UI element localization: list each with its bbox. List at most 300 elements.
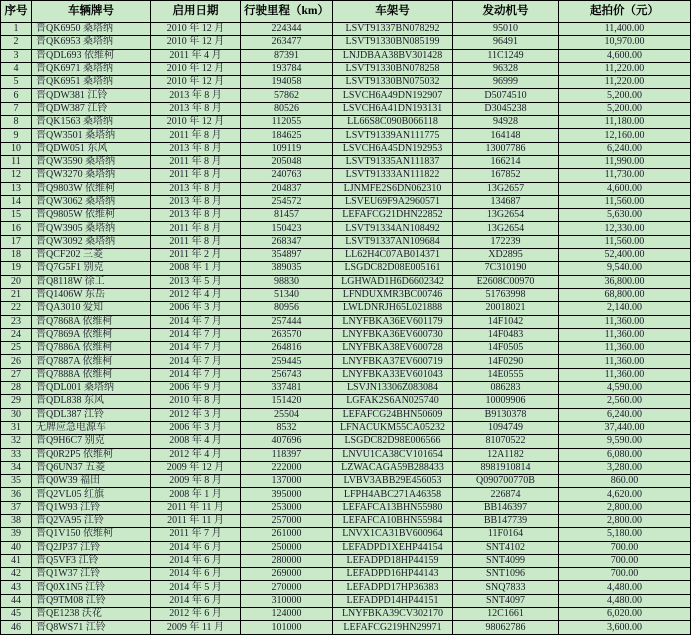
mileage-cell: 269000 <box>241 568 333 581</box>
starting-price-cell: 700.00 <box>559 568 691 581</box>
engine-number-cell: 95010 <box>453 23 559 36</box>
starting-price-cell: 4,480.00 <box>559 595 691 608</box>
start-date-cell: 2008 年 1 月 <box>151 262 241 275</box>
header-engine-number: 发动机号 <box>453 1 559 23</box>
start-date-cell: 2012 年 4 月 <box>151 449 241 462</box>
serial-cell: 33 <box>1 449 32 462</box>
plate-cell: 晋QW3590 桑塔纳 <box>32 156 151 169</box>
serial-cell: 6 <box>1 89 32 102</box>
plate-cell: 晋QDW387 江铃 <box>32 103 151 116</box>
plate-cell: 晋QE1238 沃花 <box>32 608 151 621</box>
serial-cell: 28 <box>1 382 32 395</box>
plate-cell: 晋QDL838 东风 <box>32 395 151 408</box>
engine-number-cell: 086283 <box>453 382 559 395</box>
serial-cell: 29 <box>1 395 32 408</box>
mileage-cell: 101000 <box>241 621 333 634</box>
starting-price-cell: 11,560.00 <box>559 196 691 209</box>
engine-number-cell: 167852 <box>453 169 559 182</box>
mileage-cell: 310000 <box>241 595 333 608</box>
engine-number-cell: E2608C00970 <box>453 276 559 289</box>
engine-number-cell: XD2895 <box>453 249 559 262</box>
vin-cell: LEFADPD18HP44159 <box>333 555 453 568</box>
plate-cell: 晋QK6953 桑塔纳 <box>32 36 151 49</box>
vin-cell: LSGDC82D98E006566 <box>333 435 453 448</box>
vin-cell: LSVT91330BN078258 <box>333 63 453 76</box>
start-date-cell: 2010 年 12 月 <box>151 36 241 49</box>
mileage-cell: 224344 <box>241 23 333 36</box>
starting-price-cell: 68,800.00 <box>559 289 691 302</box>
mileage-cell: 194058 <box>241 76 333 89</box>
engine-number-cell: 11C1249 <box>453 50 559 63</box>
engine-number-cell: SNT1096 <box>453 568 559 581</box>
plate-cell: 晋QK6951 桑塔纳 <box>32 76 151 89</box>
serial-cell: 22 <box>1 302 32 315</box>
plate-cell: 晋Q1V150 依维柯 <box>32 528 151 541</box>
engine-number-cell: 7C310190 <box>453 262 559 275</box>
vin-cell: LZWACAGA59B288433 <box>333 462 453 475</box>
vin-cell: LNVX1CA31BV600964 <box>333 528 453 541</box>
engine-number-cell: 13G2657 <box>453 183 559 196</box>
starting-price-cell: 10,970.00 <box>559 36 691 49</box>
vin-cell: LSVCH6A49DN192907 <box>333 89 453 102</box>
mileage-cell: 57862 <box>241 89 333 102</box>
mileage-cell: 204837 <box>241 183 333 196</box>
start-date-cell: 2008 年 1 月 <box>151 488 241 501</box>
starting-price-cell: 9,540.00 <box>559 262 691 275</box>
engine-number-cell: 13G2654 <box>453 222 559 235</box>
serial-cell: 38 <box>1 515 32 528</box>
engine-number-cell: 98062786 <box>453 621 559 634</box>
start-date-cell: 2014 年 6 月 <box>151 595 241 608</box>
plate-cell: 晋QDW051 东风 <box>32 143 151 156</box>
serial-cell: 13 <box>1 183 32 196</box>
mileage-cell: 259445 <box>241 355 333 368</box>
mileage-cell: 98830 <box>241 276 333 289</box>
plate-cell: 晋Q7868A 依维柯 <box>32 316 151 329</box>
engine-number-cell: 172239 <box>453 236 559 249</box>
serial-cell: 37 <box>1 502 32 515</box>
starting-price-cell: 3,600.00 <box>559 621 691 634</box>
starting-price-cell: 12,330.00 <box>559 222 691 235</box>
engine-number-cell: 10009906 <box>453 395 559 408</box>
start-date-cell: 2014 年 6 月 <box>151 555 241 568</box>
engine-number-cell: SNQ7833 <box>453 581 559 594</box>
serial-cell: 18 <box>1 249 32 262</box>
serial-cell: 4 <box>1 63 32 76</box>
serial-cell: 43 <box>1 581 32 594</box>
vin-cell: LWLDNRJH65L021888 <box>333 302 453 315</box>
starting-price-cell: 4,620.00 <box>559 488 691 501</box>
mileage-cell: 268347 <box>241 236 333 249</box>
vin-cell: LNJDBAA38BV301428 <box>333 50 453 63</box>
start-date-cell: 2011 年 8 月 <box>151 156 241 169</box>
start-date-cell: 2011 年 8 月 <box>151 169 241 182</box>
start-date-cell: 2012 年 3 月 <box>151 409 241 422</box>
engine-number-cell: SNT4099 <box>453 555 559 568</box>
plate-cell: 晋Q9TM08 江铃 <box>32 595 151 608</box>
engine-number-cell: 14E0555 <box>453 369 559 382</box>
mileage-cell: 81457 <box>241 209 333 222</box>
starting-price-cell: 11,220.00 <box>559 63 691 76</box>
start-date-cell: 2006 年 3 月 <box>151 302 241 315</box>
engine-number-cell: 14F0505 <box>453 342 559 355</box>
vin-cell: LVBV3ABB29E456053 <box>333 475 453 488</box>
starting-price-cell: 5,200.00 <box>559 89 691 102</box>
mileage-cell: 109119 <box>241 143 333 156</box>
start-date-cell: 2010 年 12 月 <box>151 63 241 76</box>
starting-price-cell: 9,590.00 <box>559 435 691 448</box>
start-date-cell: 2013 年 8 月 <box>151 103 241 116</box>
starting-price-cell: 11,220.00 <box>559 76 691 89</box>
starting-price-cell: 6,240.00 <box>559 143 691 156</box>
plate-cell: 晋QA3010 爱知 <box>32 302 151 315</box>
mileage-cell: 261000 <box>241 528 333 541</box>
mileage-cell: 253000 <box>241 502 333 515</box>
engine-number-cell: 13007786 <box>453 143 559 156</box>
vin-cell: LFNACUKM55CA05232 <box>333 422 453 435</box>
engine-number-cell: D5074510 <box>453 89 559 102</box>
engine-number-cell: 81070522 <box>453 435 559 448</box>
starting-price-cell: 11,990.00 <box>559 156 691 169</box>
plate-cell: 晋QDL001 桑塔纳 <box>32 382 151 395</box>
serial-cell: 45 <box>1 608 32 621</box>
start-date-cell: 2013 年 5 月 <box>151 276 241 289</box>
mileage-cell: 80956 <box>241 302 333 315</box>
starting-price-cell: 11,180.00 <box>559 116 691 129</box>
plate-cell: 晋Q7G5F1 别克 <box>32 262 151 275</box>
engine-number-cell: 12A1182 <box>453 449 559 462</box>
start-date-cell: 2014 年 7 月 <box>151 369 241 382</box>
mileage-cell: 80526 <box>241 103 333 116</box>
plate-cell: 晋QK1563 桑塔纳 <box>32 116 151 129</box>
serial-cell: 5 <box>1 76 32 89</box>
serial-cell: 31 <box>1 422 32 435</box>
plate-cell: 晋Q0R2P5 依维柯 <box>32 449 151 462</box>
starting-price-cell: 5,630.00 <box>559 209 691 222</box>
engine-number-cell: SNT4097 <box>453 595 559 608</box>
mileage-cell: 118397 <box>241 449 333 462</box>
vin-cell: LSVT91330BN075032 <box>333 76 453 89</box>
plate-cell: 晋Q5VF3 江铃 <box>32 555 151 568</box>
serial-cell: 26 <box>1 355 32 368</box>
start-date-cell: 2011 年 4 月 <box>151 50 241 63</box>
plate-cell: 晋Q2VA95 江铃 <box>32 515 151 528</box>
plate-cell: 晋Q7886A 依维柯 <box>32 342 151 355</box>
mileage-cell: 389035 <box>241 262 333 275</box>
start-date-cell: 2012 年 6 月 <box>151 608 241 621</box>
plate-cell: 晋QK6950 桑塔纳 <box>32 23 151 36</box>
starting-price-cell: 11,360.00 <box>559 355 691 368</box>
vin-cell: LSVJN13306Z083084 <box>333 382 453 395</box>
mileage-cell: 184625 <box>241 129 333 142</box>
vin-cell: LSVT91330BN085199 <box>333 36 453 49</box>
vin-cell: LNYFBKA38EV600728 <box>333 342 453 355</box>
serial-cell: 25 <box>1 342 32 355</box>
start-date-cell: 2008 年 4 月 <box>151 435 241 448</box>
starting-price-cell: 700.00 <box>559 542 691 555</box>
serial-cell: 15 <box>1 209 32 222</box>
plate-cell: 晋Q1W93 江铃 <box>32 502 151 515</box>
mileage-cell: 193784 <box>241 63 333 76</box>
plate-cell: 晋QDL387 江铃 <box>32 409 151 422</box>
starting-price-cell: 11,400.00 <box>559 23 691 36</box>
plate-cell: 晋Q9H6C7 别克 <box>32 435 151 448</box>
mileage-cell: 256743 <box>241 369 333 382</box>
mileage-cell: 264816 <box>241 342 333 355</box>
mileage-cell: 270000 <box>241 581 333 594</box>
engine-number-cell: 8981910814 <box>453 462 559 475</box>
serial-cell: 9 <box>1 129 32 142</box>
plate-cell: 晋Q7887A 依维柯 <box>32 355 151 368</box>
start-date-cell: 2010 年 12 月 <box>151 23 241 36</box>
starting-price-cell: 860.00 <box>559 475 691 488</box>
start-date-cell: 2014 年 7 月 <box>151 329 241 342</box>
engine-number-cell: 226874 <box>453 488 559 501</box>
vin-cell: LFNDUXMR3BC00746 <box>333 289 453 302</box>
plate-cell: 晋Q1W37 江铃 <box>32 568 151 581</box>
plate-cell: 晋QDL693 依维柯 <box>32 50 151 63</box>
serial-cell: 20 <box>1 276 32 289</box>
starting-price-cell: 11,360.00 <box>559 342 691 355</box>
starting-price-cell: 4,600.00 <box>559 183 691 196</box>
start-date-cell: 2009 年 11 月 <box>151 621 241 634</box>
plate-cell: 晋Q9803W 依维柯 <box>32 183 151 196</box>
vin-cell: LNVU1CA38CV101654 <box>333 449 453 462</box>
mileage-cell: 137000 <box>241 475 333 488</box>
serial-cell: 46 <box>1 621 32 634</box>
plate-cell: 晋Q2VL05 红旗 <box>32 488 151 501</box>
serial-cell: 27 <box>1 369 32 382</box>
mileage-cell: 257444 <box>241 316 333 329</box>
serial-cell: 34 <box>1 462 32 475</box>
starting-price-cell: 11,360.00 <box>559 316 691 329</box>
start-date-cell: 2013 年 8 月 <box>151 209 241 222</box>
vin-cell: LSVT91339AN111775 <box>333 129 453 142</box>
header-starting-price: 起拍价（元） <box>559 1 691 23</box>
start-date-cell: 2011 年 8 月 <box>151 236 241 249</box>
engine-number-cell: 12C1661 <box>453 608 559 621</box>
plate-cell: 晋QW3062 桑塔纳 <box>32 196 151 209</box>
vin-cell: LNYFBKA39CV302170 <box>333 608 453 621</box>
plate-cell: 晋Q7869A 依维柯 <box>32 329 151 342</box>
mileage-cell: 240763 <box>241 169 333 182</box>
serial-cell: 39 <box>1 528 32 541</box>
starting-price-cell: 3,280.00 <box>559 462 691 475</box>
start-date-cell: 2011 年 8 月 <box>151 129 241 142</box>
plate-cell: 晋Q7888A 依维柯 <box>32 369 151 382</box>
vin-cell: LNYFBKA36EV600730 <box>333 329 453 342</box>
header-serial: 序号 <box>1 1 32 23</box>
starting-price-cell: 6,240.00 <box>559 409 691 422</box>
engine-number-cell: BB147739 <box>453 515 559 528</box>
start-date-cell: 2011 年 2 月 <box>151 249 241 262</box>
start-date-cell: 2014 年 6 月 <box>151 568 241 581</box>
mileage-cell: 263477 <box>241 36 333 49</box>
vin-cell: LSVCH6A41DN193131 <box>333 103 453 116</box>
serial-cell: 8 <box>1 116 32 129</box>
mileage-cell: 354897 <box>241 249 333 262</box>
engine-number-cell: D3045238 <box>453 103 559 116</box>
start-date-cell: 2010 年 8 月 <box>151 395 241 408</box>
serial-cell: 23 <box>1 316 32 329</box>
start-date-cell: 2010 年 12 月 <box>151 76 241 89</box>
engine-number-cell: BB146397 <box>453 502 559 515</box>
engine-number-cell: 51763998 <box>453 289 559 302</box>
engine-number-cell: 20018021 <box>453 302 559 315</box>
start-date-cell: 2011 年 11 月 <box>151 502 241 515</box>
start-date-cell: 2011 年 7 月 <box>151 528 241 541</box>
starting-price-cell: 11,360.00 <box>559 329 691 342</box>
starting-price-cell: 11,360.00 <box>559 369 691 382</box>
mileage-cell: 112055 <box>241 116 333 129</box>
serial-cell: 3 <box>1 50 32 63</box>
mileage-cell: 222000 <box>241 462 333 475</box>
vin-cell: LSVT91333AN111822 <box>333 169 453 182</box>
plate-cell: 晋Q2JP37 江铃 <box>32 542 151 555</box>
vin-cell: LL62H4C07AB014371 <box>333 249 453 262</box>
serial-cell: 19 <box>1 262 32 275</box>
header-vin: 车架号 <box>333 1 453 23</box>
engine-number-cell: 14F1042 <box>453 316 559 329</box>
mileage-cell: 51340 <box>241 289 333 302</box>
vin-cell: LEFADPD1XEHP44154 <box>333 542 453 555</box>
vin-cell: LSVT91335AN111837 <box>333 156 453 169</box>
starting-price-cell: 2,800.00 <box>559 502 691 515</box>
mileage-cell: 254572 <box>241 196 333 209</box>
plate-cell: 晋Q6UN37 五菱 <box>32 462 151 475</box>
starting-price-cell: 4,590.00 <box>559 382 691 395</box>
vin-cell: LJNMFE2S6DN062310 <box>333 183 453 196</box>
header-start-date: 启用日期 <box>151 1 241 23</box>
start-date-cell: 2014 年 5 月 <box>151 581 241 594</box>
starting-price-cell: 2,800.00 <box>559 515 691 528</box>
mileage-cell: 407696 <box>241 435 333 448</box>
engine-number-cell: 96328 <box>453 63 559 76</box>
starting-price-cell: 37,440.00 <box>559 422 691 435</box>
mileage-cell: 280000 <box>241 555 333 568</box>
mileage-cell: 25504 <box>241 409 333 422</box>
starting-price-cell: 2,140.00 <box>559 302 691 315</box>
start-date-cell: 2013 年 8 月 <box>151 143 241 156</box>
serial-cell: 2 <box>1 36 32 49</box>
plate-cell: 晋QW3501 桑塔纳 <box>32 129 151 142</box>
vin-cell: LSVT91337BN078292 <box>333 23 453 36</box>
header-mileage: 行驶里程（km） <box>241 1 333 23</box>
vin-cell: LGHWAD1H6D6602342 <box>333 276 453 289</box>
vin-cell: LEFADPD14HP44151 <box>333 595 453 608</box>
mileage-cell: 263570 <box>241 329 333 342</box>
vin-cell: LL66S8C090B066118 <box>333 116 453 129</box>
starting-price-cell: 6,080.00 <box>559 449 691 462</box>
engine-number-cell: 14F0290 <box>453 355 559 368</box>
start-date-cell: 2014 年 7 月 <box>151 316 241 329</box>
engine-number-cell: 1094749 <box>453 422 559 435</box>
serial-cell: 42 <box>1 568 32 581</box>
serial-cell: 36 <box>1 488 32 501</box>
vin-cell: LNYFBKA36EV601179 <box>333 316 453 329</box>
serial-cell: 32 <box>1 435 32 448</box>
serial-cell: 24 <box>1 329 32 342</box>
plate-cell: 晋Q0W39 福田 <box>32 475 151 488</box>
vin-cell: LSVEU69F9A2960571 <box>333 196 453 209</box>
vin-cell: LEFAFCA13BHN55980 <box>333 502 453 515</box>
mileage-cell: 124000 <box>241 608 333 621</box>
vin-cell: LNYFBKA33EV601043 <box>333 369 453 382</box>
vin-cell: LNYFBKA37EV600719 <box>333 355 453 368</box>
plate-cell: 晋Q9805W 依维柯 <box>32 209 151 222</box>
starting-price-cell: 11,560.00 <box>559 236 691 249</box>
plate-cell: 晋Q0X1N5 江铃 <box>32 581 151 594</box>
plate-cell: 晋Q8WS71 江铃 <box>32 621 151 634</box>
start-date-cell: 2014 年 6 月 <box>151 542 241 555</box>
start-date-cell: 2013 年 8 月 <box>151 89 241 102</box>
start-date-cell: 2014 年 7 月 <box>151 342 241 355</box>
engine-number-cell: 166214 <box>453 156 559 169</box>
start-date-cell: 2006 年 9 月 <box>151 382 241 395</box>
vin-cell: LGFAK2S6AN025740 <box>333 395 453 408</box>
start-date-cell: 2012 年 4 月 <box>151 289 241 302</box>
starting-price-cell: 11,730.00 <box>559 169 691 182</box>
engine-number-cell: 164148 <box>453 129 559 142</box>
engine-number-cell: 11F0164 <box>453 528 559 541</box>
plate-cell: 晋Q1406W 东岳 <box>32 289 151 302</box>
serial-cell: 35 <box>1 475 32 488</box>
vin-cell: LEFAFCA10BHN55984 <box>333 515 453 528</box>
start-date-cell: 2010 年 12 月 <box>151 116 241 129</box>
vin-cell: LEFADPD17HP36383 <box>333 581 453 594</box>
vin-cell: LSVT91337AN109684 <box>333 236 453 249</box>
mileage-cell: 8532 <box>241 422 333 435</box>
vin-cell: LSVCH6A45DN192953 <box>333 143 453 156</box>
plate-cell: 晋QCF202 三菱 <box>32 249 151 262</box>
start-date-cell: 2011 年 8 月 <box>151 222 241 235</box>
vin-cell: LEFAFCG24BHN50609 <box>333 409 453 422</box>
engine-number-cell: 94928 <box>453 116 559 129</box>
plate-cell: 无牌应急电源车 <box>32 422 151 435</box>
serial-cell: 1 <box>1 23 32 36</box>
plate-cell: 晋Q8118W 徐工 <box>32 276 151 289</box>
serial-cell: 21 <box>1 289 32 302</box>
mileage-cell: 151420 <box>241 395 333 408</box>
plate-cell: 晋QW3270 桑塔纳 <box>32 169 151 182</box>
serial-cell: 10 <box>1 143 32 156</box>
engine-number-cell: 96999 <box>453 76 559 89</box>
engine-number-cell: SNT4102 <box>453 542 559 555</box>
mileage-cell: 250000 <box>241 542 333 555</box>
vin-cell: LEFADPD16HP44143 <box>333 568 453 581</box>
mileage-cell: 87391 <box>241 50 333 63</box>
serial-cell: 11 <box>1 156 32 169</box>
header-plate: 车辆牌号 <box>32 1 151 23</box>
serial-cell: 44 <box>1 595 32 608</box>
serial-cell: 30 <box>1 409 32 422</box>
engine-number-cell: 134687 <box>453 196 559 209</box>
plate-cell: 晋QDW381 江铃 <box>32 89 151 102</box>
mileage-cell: 205048 <box>241 156 333 169</box>
engine-number-cell: 13G2654 <box>453 209 559 222</box>
mileage-cell: 150423 <box>241 222 333 235</box>
engine-number-cell: Q090700770B <box>453 475 559 488</box>
mileage-cell: 395000 <box>241 488 333 501</box>
engine-number-cell: 14F0483 <box>453 329 559 342</box>
vin-cell: LSGDC82D08E005161 <box>333 262 453 275</box>
vin-cell: LFPH4ABC271A46358 <box>333 488 453 501</box>
starting-price-cell: 4,600.00 <box>559 50 691 63</box>
starting-price-cell: 5,180.00 <box>559 528 691 541</box>
vin-cell: LEFAFCG21DHN22852 <box>333 209 453 222</box>
serial-cell: 7 <box>1 103 32 116</box>
starting-price-cell: 5,200.00 <box>559 103 691 116</box>
